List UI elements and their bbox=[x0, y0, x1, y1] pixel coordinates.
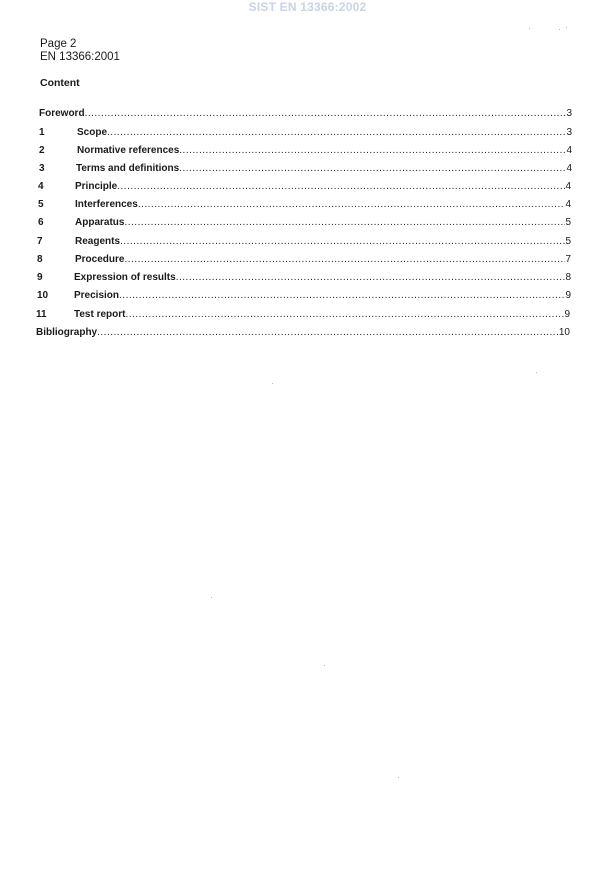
scan-speck bbox=[211, 597, 212, 598]
toc-entry-page: 4 bbox=[566, 163, 572, 174]
toc-entry-terms-and-definitions[interactable] bbox=[39, 163, 572, 176]
page-number-label: Page 2 bbox=[40, 38, 77, 50]
dot-leader bbox=[126, 309, 565, 320]
toc-entry-title: Expression of results bbox=[74, 272, 176, 283]
scan-speck bbox=[529, 28, 530, 29]
toc-entry-page: 5 bbox=[565, 236, 571, 247]
toc-entry-number: 6 bbox=[38, 217, 44, 228]
toc-entry-title: Normative references bbox=[77, 145, 180, 156]
toc-entry-page: 5 bbox=[565, 217, 571, 228]
toc-entry-number: 1 bbox=[39, 127, 45, 138]
toc-entry-precision[interactable] bbox=[37, 290, 571, 303]
dot-leader bbox=[120, 236, 565, 247]
toc-entry-number: 9 bbox=[37, 272, 43, 283]
dot-leader bbox=[176, 272, 566, 283]
toc-entry-reagents[interactable] bbox=[37, 236, 571, 249]
toc-entry-number: 4 bbox=[38, 181, 44, 192]
toc-entry-number: 8 bbox=[37, 254, 43, 265]
toc-entry-title: Scope bbox=[77, 127, 108, 138]
toc-entry-title: Principle bbox=[75, 181, 118, 192]
toc-entry-bibliography[interactable] bbox=[36, 327, 570, 340]
toc-entry-foreword[interactable] bbox=[39, 108, 572, 121]
contents-heading: Content bbox=[40, 77, 80, 89]
toc-entry-title: Apparatus bbox=[75, 217, 125, 228]
toc-entry-page: 9 bbox=[564, 309, 570, 320]
toc-entry-procedure[interactable] bbox=[37, 254, 571, 267]
toc-entry-interferences[interactable] bbox=[38, 199, 571, 212]
dot-leader bbox=[107, 127, 566, 138]
toc-entry-number: 2 bbox=[39, 145, 45, 156]
toc-entry-page: 4 bbox=[566, 145, 572, 156]
scan-speck bbox=[559, 29, 560, 30]
dot-leader bbox=[179, 163, 566, 174]
toc-entry-number: 3 bbox=[39, 163, 45, 174]
toc-entry-page: 7 bbox=[565, 254, 571, 265]
toc-entry-expression-of-results[interactable] bbox=[37, 272, 571, 285]
scan-speck bbox=[272, 383, 273, 384]
toc-entry-normative-references[interactable] bbox=[39, 145, 572, 158]
toc-entry-number: 7 bbox=[37, 236, 43, 247]
toc-entry-number: 10 bbox=[37, 290, 49, 301]
toc-entry-title: Reagents bbox=[75, 236, 121, 247]
document-id: EN 13366:2001 bbox=[40, 51, 120, 63]
toc-entry-page: 10 bbox=[558, 327, 570, 338]
dot-leader bbox=[117, 181, 565, 192]
dot-leader bbox=[85, 108, 567, 119]
toc-entry-page: 4 bbox=[565, 181, 571, 192]
dot-leader bbox=[179, 145, 566, 156]
dot-leader bbox=[124, 254, 565, 265]
toc-entry-page: 9 bbox=[565, 290, 571, 301]
dot-leader bbox=[124, 217, 565, 228]
toc-entry-principle[interactable] bbox=[38, 181, 571, 194]
dot-leader bbox=[97, 327, 559, 338]
toc-entry-page: 8 bbox=[565, 272, 571, 283]
watermark-text: SIST EN 13366:2002 bbox=[248, 0, 367, 14]
toc-entry-page: 3 bbox=[566, 108, 572, 119]
scan-speck bbox=[536, 372, 537, 373]
toc-entry-title: Terms and definitions bbox=[76, 163, 180, 174]
toc-entry-title: Bibliography bbox=[36, 327, 98, 338]
toc-entry-title: Precision bbox=[74, 290, 120, 301]
scan-speck bbox=[398, 777, 399, 778]
toc-entry-title: Procedure bbox=[75, 254, 125, 265]
toc-entry-number: 5 bbox=[38, 199, 44, 210]
scan-speck bbox=[566, 27, 567, 28]
toc-entry-test-report[interactable] bbox=[36, 309, 570, 322]
scan-speck bbox=[324, 665, 325, 666]
toc-entry-apparatus[interactable] bbox=[38, 217, 571, 230]
dot-leader bbox=[138, 199, 566, 210]
toc-entry-page: 3 bbox=[566, 127, 572, 138]
dot-leader bbox=[119, 290, 565, 301]
toc-entry-number: 11 bbox=[36, 309, 47, 320]
toc-entry-title: Foreword bbox=[39, 108, 85, 119]
toc-entry-title: Test report bbox=[74, 309, 126, 320]
toc-entry-page: 4 bbox=[565, 199, 571, 210]
toc-entry-title: Interferences bbox=[75, 199, 138, 210]
toc-entry-scope[interactable] bbox=[39, 127, 572, 140]
